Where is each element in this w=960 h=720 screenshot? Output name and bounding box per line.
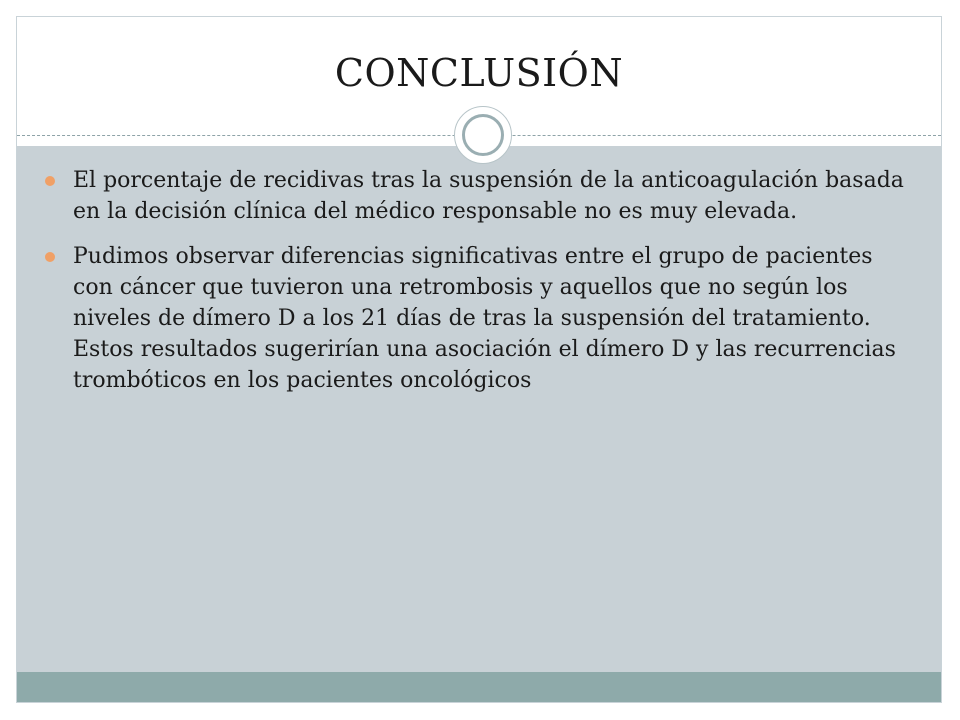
bullet-dot-icon [45, 176, 55, 186]
bullet-text: Pudimos observar diferencias significativas entre el grupo de pacientes con cáncer que tuvieron una retrombosis y aquellos que no según los niveles de dímero D a los 21 días de tras la suspensión del tratamiento. Estos resultados sugerirían una asociación el dímero D y las recurrencias trombóticos en los pacientes oncológicos [73, 244, 896, 393]
slide-frame [16, 16, 942, 703]
bullet-item [45, 165, 905, 227]
ring-inner-icon [462, 114, 504, 156]
bullet-item [45, 241, 905, 396]
bullet-dot-icon [45, 252, 55, 262]
bullet-text: El porcentaje de recidivas tras la suspensión de la anticoagulación basada en la decisión clínica del médico responsable no es muy elevada. [73, 168, 904, 224]
bullet-list [45, 165, 905, 410]
slide-title: CONCLUSIÓN [334, 51, 624, 95]
ring-ornament-icon [454, 106, 512, 164]
bottom-bar [17, 672, 941, 703]
